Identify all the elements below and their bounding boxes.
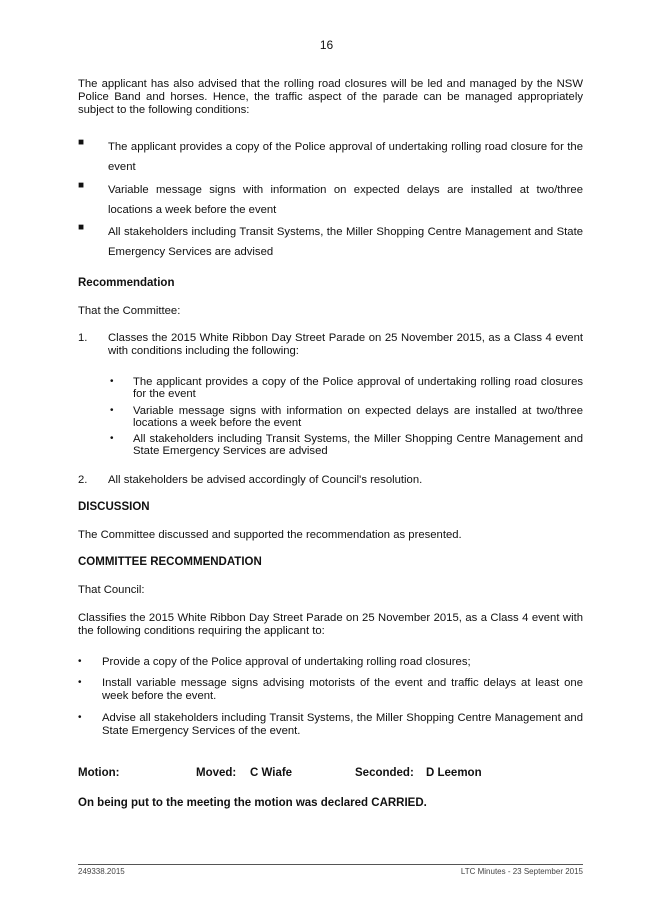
item-number: 1. xyxy=(78,332,88,344)
condition-text: Variable message signs with information on expected delays are installed at two/three locations a week before the event xyxy=(108,184,583,216)
bullet-icon: • xyxy=(78,677,82,688)
committee-item-text: Install variable message signs advising motorists of the event and traffic delays at least one week before the event. xyxy=(102,677,583,702)
discussion-text: The Committee discussed and supported the recommendation as presented. xyxy=(78,529,462,541)
bullet-icon: • xyxy=(78,656,82,667)
motion-label: Motion: xyxy=(78,767,120,779)
sub-item-text: Variable message signs with information on expected delays are installed at two/three locations a week before the event xyxy=(133,405,583,429)
seconded-name: D Leemon xyxy=(426,767,482,779)
item-text: Classes the 2015 White Ribbon Day Street Parade on 25 November 2015, as a Class 4 event with conditions including the following: xyxy=(108,332,583,357)
committee-item-text: Provide a copy of the Police approval of undertaking rolling road closures; xyxy=(102,656,471,668)
bullet-icon: ■ xyxy=(78,137,85,148)
condition-text: All stakeholders including Transit Systems, the Miller Shopping Centre Management and State Emergency Services are advised xyxy=(108,226,583,258)
recommendation-intro: That the Committee: xyxy=(78,305,181,317)
footer-reference: 249338.2015 xyxy=(78,867,125,876)
bullet-icon: • xyxy=(78,712,82,723)
item-text: All stakeholders be advised accordingly of Council's resolution. xyxy=(108,474,423,486)
carried-statement: On being put to the meeting the motion was declared CARRIED. xyxy=(78,797,427,809)
moved-name: C Wiafe xyxy=(250,767,293,779)
bullet-icon: ■ xyxy=(78,222,85,233)
committee-heading: COMMITTEE RECOMMENDATION xyxy=(78,556,262,568)
condition-text: The applicant provides a copy of the Police approval of undertaking rolling road closure for the event xyxy=(108,141,583,173)
bullet-icon: • xyxy=(110,405,114,416)
discussion-heading: DISCUSSION xyxy=(78,501,150,513)
item-number: 2. xyxy=(78,474,88,486)
moved-label: Moved: xyxy=(196,767,237,779)
intro-paragraph: The applicant has also advised that the rolling road closures will be led and managed by the NSW Police Band and horses. Hence, the traffic aspect of the parade can be managed appropriately subject to the following conditions: xyxy=(78,78,583,116)
bullet-icon: ■ xyxy=(78,180,85,191)
committee-item-text: Advise all stakeholders including Transit Systems, the Miller Shopping Centre Management and State Emergency Services of the event. xyxy=(102,712,583,737)
recommendation-heading: Recommendation xyxy=(78,277,175,289)
committee-intro: That Council: xyxy=(78,584,145,596)
footer-divider xyxy=(78,864,583,865)
seconded-label: Seconded: xyxy=(355,767,414,779)
footer-title: LTC Minutes - 23 September 2015 xyxy=(460,867,583,876)
committee-text: Classifies the 2015 White Ribbon Day Street Parade on 25 November 2015, as a Class 4 event with the following conditions requiring the applicant to: xyxy=(78,612,583,637)
bullet-icon: • xyxy=(110,376,114,387)
bullet-icon: • xyxy=(110,433,114,444)
sub-item-text: All stakeholders including Transit Systems, the Miller Shopping Centre Management and State Emergency Services are advised xyxy=(133,433,583,457)
sub-item-text: The applicant provides a copy of the Police approval of undertaking rolling road closures for the event xyxy=(133,376,583,400)
page-number: 16 xyxy=(319,38,334,52)
